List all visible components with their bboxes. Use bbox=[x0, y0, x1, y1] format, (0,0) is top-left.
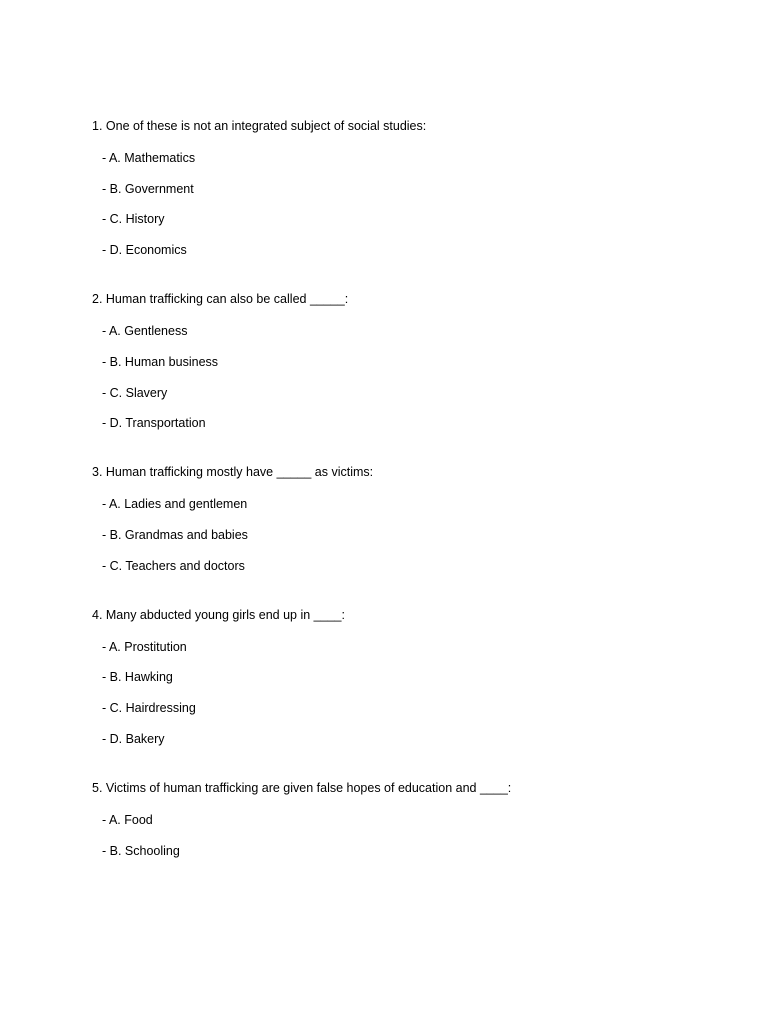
question-1 bbox=[92, 117, 732, 259]
option-c: - C. History bbox=[102, 212, 165, 227]
option-d: - D. Bakery bbox=[102, 731, 165, 746]
question-text: 3. Human trafficking mostly have _____ as victims: bbox=[92, 465, 374, 480]
question-text: 1. One of these is not an integrated subject of social studies: bbox=[92, 119, 427, 133]
option-b: - B. Grandmas and babies bbox=[102, 527, 248, 542]
option-a: - A. Gentleness bbox=[102, 323, 188, 338]
option-a: - A. Mathematics bbox=[102, 150, 196, 165]
question-text: 2. Human trafficking can also be called _____: bbox=[92, 292, 349, 307]
option-b: - B. Hawking bbox=[102, 670, 173, 685]
option-a: - A. Food bbox=[102, 812, 153, 827]
option-a: - A. Ladies and gentlemen bbox=[102, 497, 248, 512]
question-list bbox=[92, 117, 732, 891]
question-text: 4. Many abducted young girls end up in ____: bbox=[92, 607, 345, 622]
option-b: - B. Schooling bbox=[102, 843, 180, 858]
question-text: 5. Victims of human trafficking are given false hopes of education and ____: bbox=[92, 780, 512, 795]
option-b: - B. Human business bbox=[102, 354, 219, 369]
option-c: - C. Slavery bbox=[102, 385, 168, 400]
question-2 bbox=[92, 290, 732, 432]
question-4 bbox=[92, 606, 732, 748]
option-c: - C. Hairdressing bbox=[102, 701, 196, 716]
question-3 bbox=[92, 463, 732, 574]
option-d: - D. Transportation bbox=[102, 416, 206, 431]
option-b: - B. Government bbox=[102, 181, 194, 196]
option-a: - A. Prostitution bbox=[102, 639, 187, 654]
option-c: - C. Teachers and doctors bbox=[102, 558, 245, 573]
option-d: - D. Economics bbox=[102, 243, 187, 258]
question-5 bbox=[92, 779, 732, 860]
